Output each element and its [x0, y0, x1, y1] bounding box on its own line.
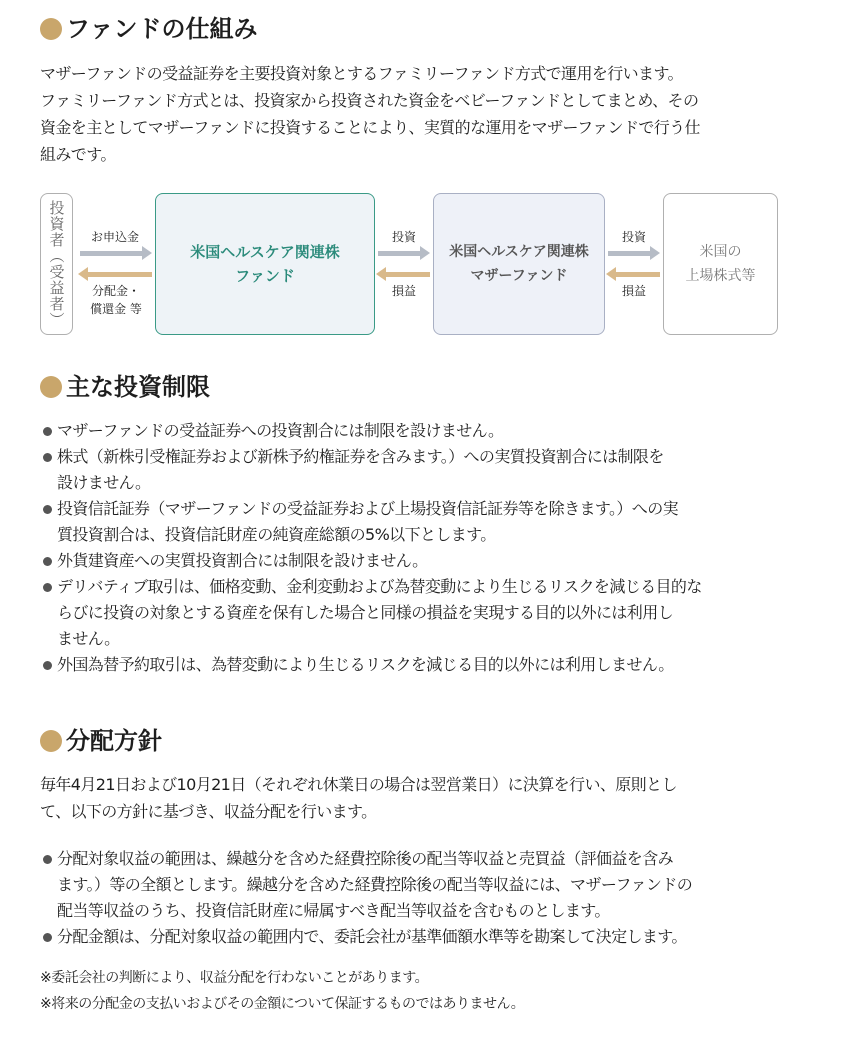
- us-stocks-box: 米国の 上場株式等: [663, 193, 778, 335]
- distribution-list: [40, 846, 840, 950]
- bullet-dot-icon: [43, 583, 52, 592]
- arrow-right-icon: [608, 249, 660, 258]
- list-item: デリバティブ取引は、価格変動、金利変動および為替変動により生じるリスクを減じる目的な らびに投資の対象とする資産を保有した場合と同様の損益を実現する目的以外には利用し ません。: [40, 574, 840, 652]
- bullet-circle-icon: [40, 730, 62, 752]
- bullet-circle-icon: [40, 18, 62, 40]
- list-item: 投資信託証券（マザーファンドの受益証券および上場投資信託証券等を除きます。）への実 質投資割合は、投資信託財産の純資産総額の5%以下とします。: [40, 496, 840, 548]
- arrow-left-icon: [78, 270, 152, 279]
- bullet-dot-icon: [43, 453, 52, 462]
- investor-box: 投資者（受益者）: [40, 193, 73, 335]
- arrow3-top-label: 投資: [621, 230, 646, 244]
- bullet-dot-icon: [43, 661, 52, 670]
- bullet-circle-icon: [40, 376, 62, 398]
- note-1: ※委託会社の判断により、収益分配を行わないことがあります。: [40, 970, 429, 986]
- list-item: 外貨建資産への実質投資割合には制限を設けません。: [40, 548, 840, 574]
- bullet-dot-icon: [43, 855, 52, 864]
- arrow-left-icon: [606, 270, 660, 279]
- restrictions-list: [40, 418, 840, 678]
- arrow-right-icon: [378, 249, 430, 258]
- bullet-dot-icon: [43, 557, 52, 566]
- list-item: 外国為替予約取引は、為替変動により生じるリスクを減じる目的以外には利用しません。: [40, 652, 840, 678]
- arrow1-bottom-label: 分配金・ 償還金 等: [90, 284, 142, 316]
- arrow1-top-label: お申込金: [90, 230, 139, 244]
- bullet-dot-icon: [43, 427, 52, 436]
- section-title-structure: ファンドの仕組み: [40, 14, 258, 44]
- list-item: 分配金額は、分配対象収益の範囲内で、委託会社が基準価額水準等を勘案して決定します。: [40, 924, 840, 950]
- mother-fund-box: 米国ヘルスケア関連株 マザーファンド: [433, 193, 605, 335]
- structure-paragraph: マザーファンドの受益証券を主要投資対象とするファミリーファンド方式で運用を行います。 ファミリーファンド方式とは、投資家から投資された資金をベビーファンドとしてまとめ、その 資金を主としてマザーファンドに投資することにより、実質的な運用をマザーファンドで行う仕 組みです。: [40, 64, 700, 164]
- section-title-distribution: 分配方針: [40, 726, 162, 756]
- list-item: 株式（新株引受権証券および新株予約権証券を含みます。）への実質投資割合には制限を 設けません。: [40, 444, 840, 496]
- list-item: マザーファンドの受益証券への投資割合には制限を設けません。: [40, 418, 840, 444]
- bullet-dot-icon: [43, 505, 52, 514]
- fund-box: 米国ヘルスケア関連株 ファンド: [155, 193, 375, 335]
- arrow-right-icon: [80, 249, 152, 258]
- arrow-left-icon: [376, 270, 430, 279]
- arrow2-bottom-label: 損益: [391, 284, 416, 298]
- arrow3-bottom-label: 損益: [621, 284, 646, 298]
- section-title-restrictions: 主な投資制限: [40, 372, 210, 402]
- bullet-dot-icon: [43, 933, 52, 942]
- distribution-paragraph: 毎年4月21日および10月21日（それぞれ休業日の場合は翌営業日）に決算を行い、原則とし て、以下の方針に基づき、収益分配を行います。: [40, 775, 677, 821]
- note-2: ※将来の分配金の支払いおよびその金額について保証するものではありません。: [40, 996, 525, 1012]
- arrow2-top-label: 投資: [391, 230, 416, 244]
- list-item: 分配対象収益の範囲は、繰越分を含めた経費控除後の配当等収益と売買益（評価益を含み ます。）等の全額とします。繰越分を含めた経費控除後の配当等収益には、マザーファンドの 配当等収益のうち、投資信託財産に帰属すべき配当等収益を含むものとします。: [40, 846, 840, 924]
